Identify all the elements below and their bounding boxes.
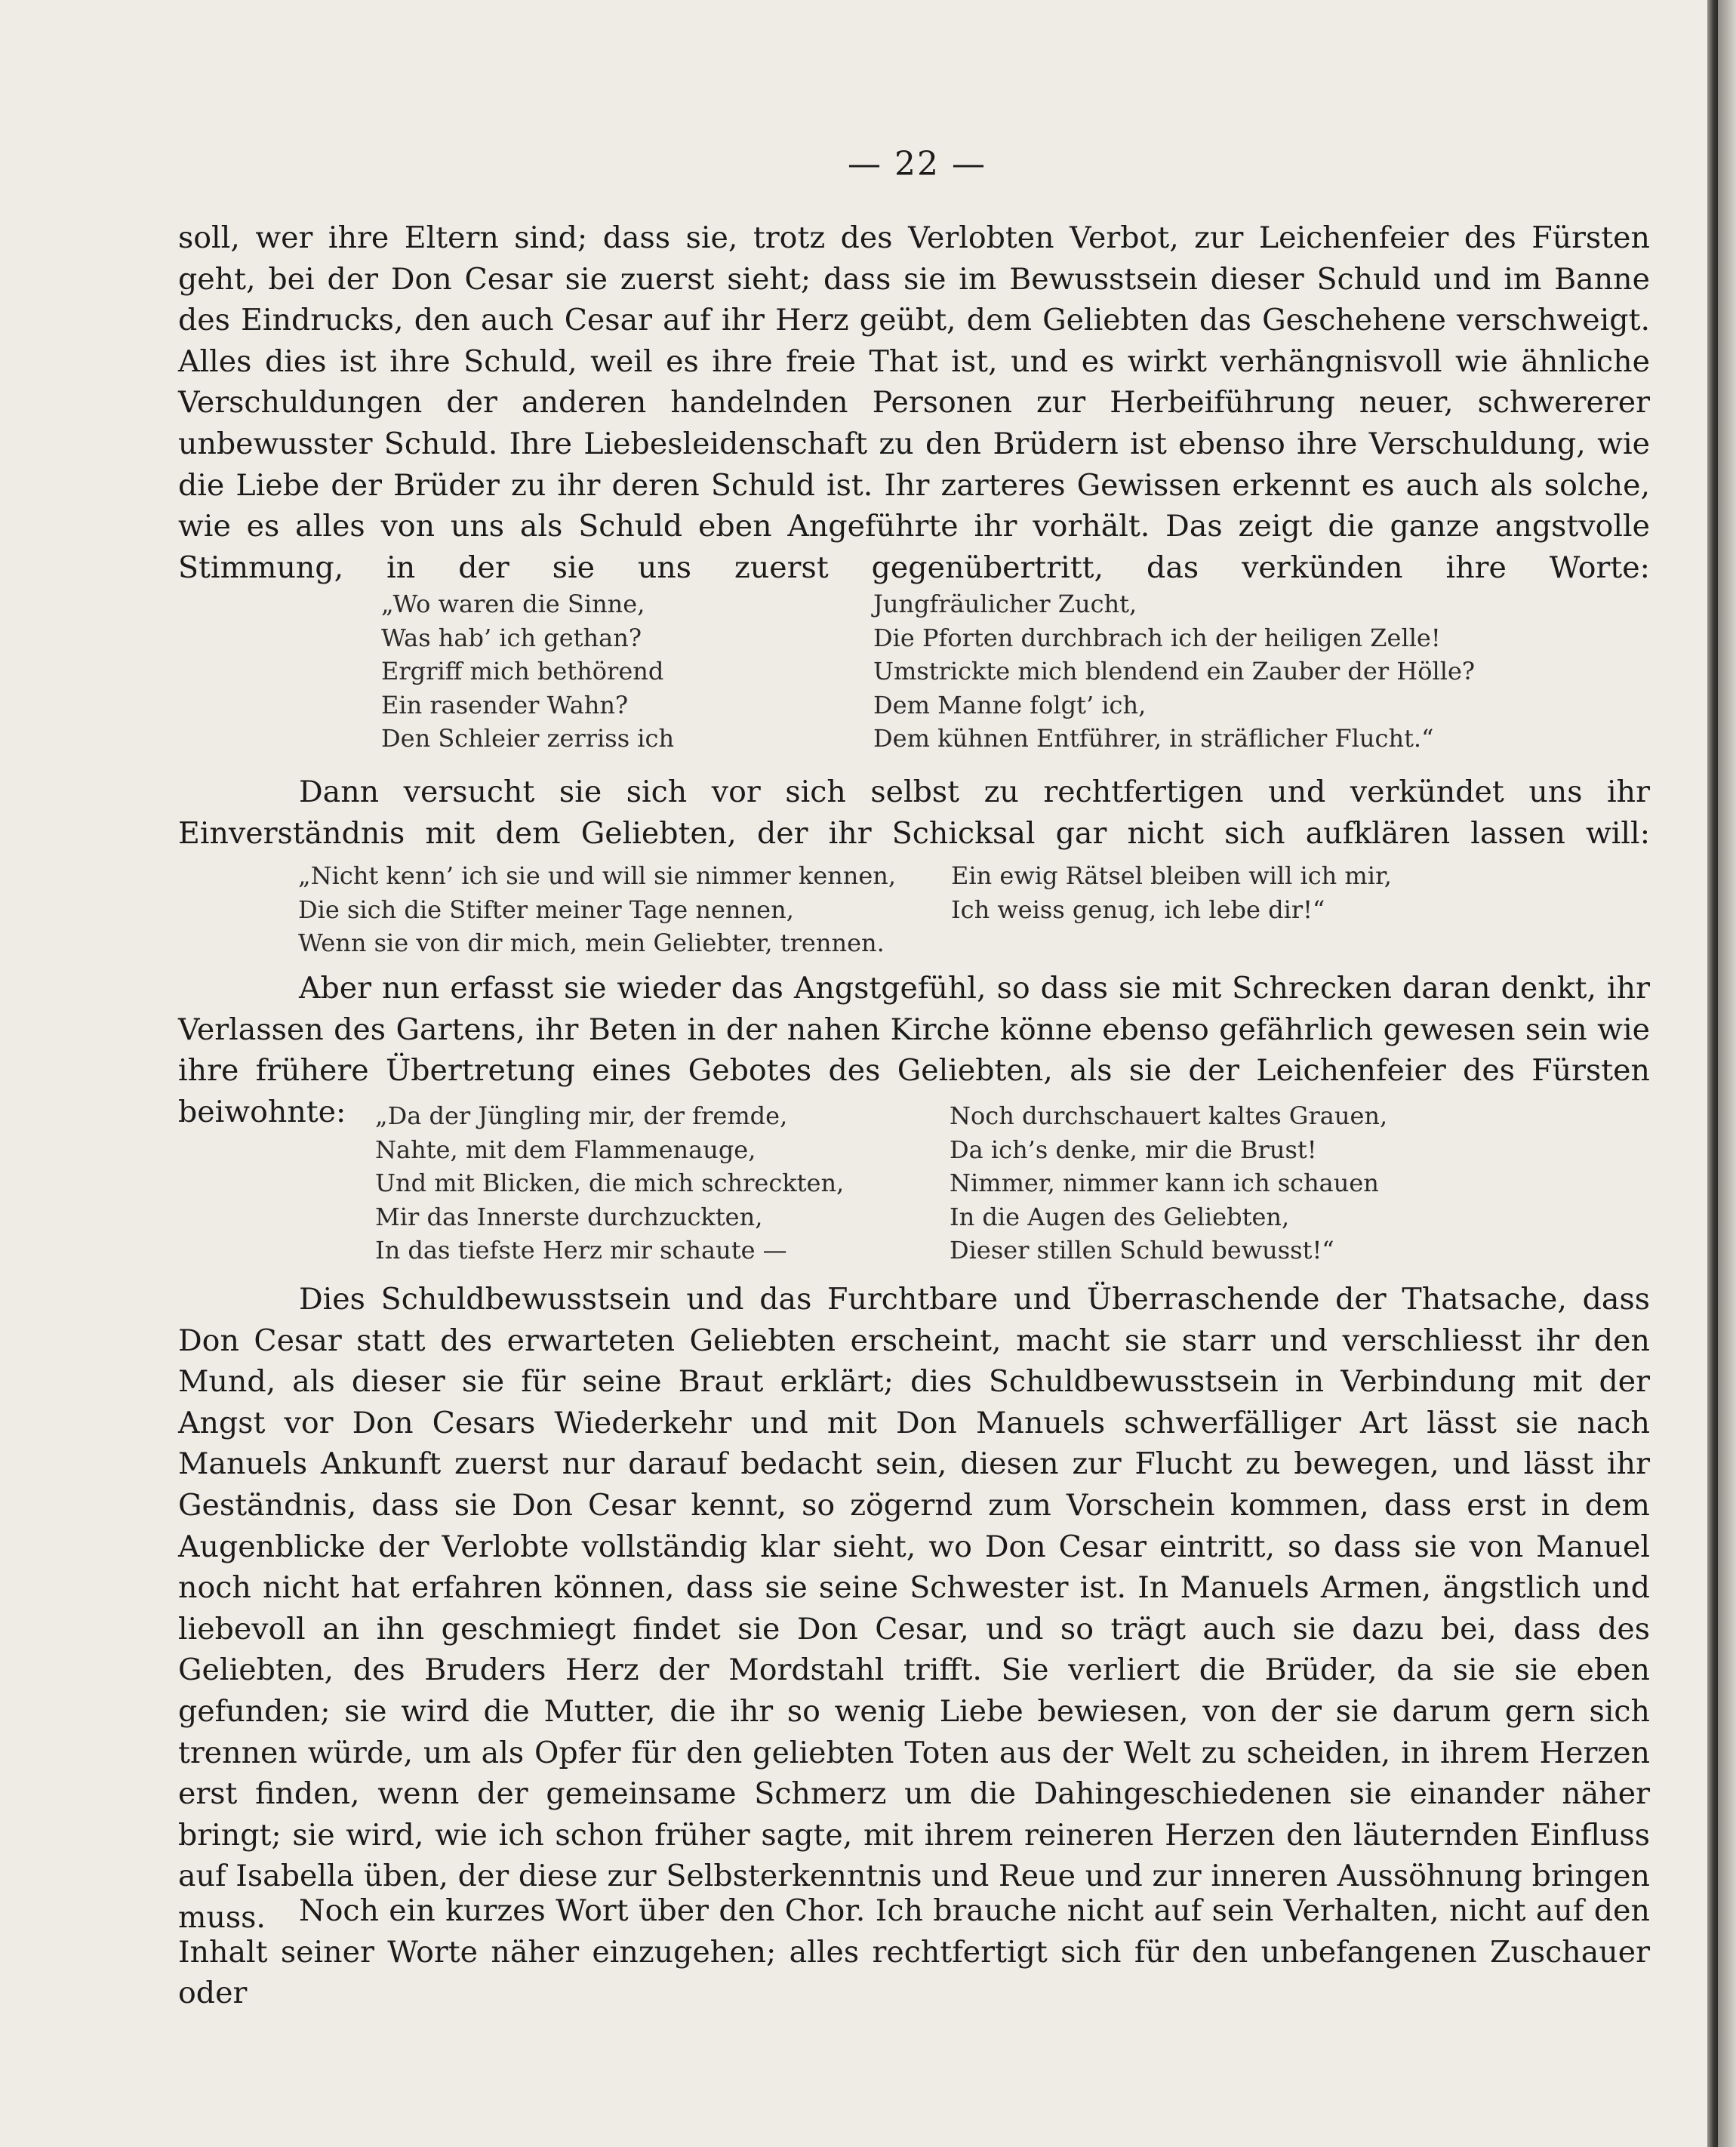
verse-line: Mir das Innerste durchzuckten, [375, 1202, 763, 1231]
paragraph-5: Noch ein kurzes Wort über den Chor. Ich brauche nicht auf sein Verhalten, nicht auf den Inhalt seiner Worte näher einzugehen; alles rechtfertigt sich für den unbefangenen Zuschauer oder [178, 1893, 1650, 2011]
verse-line: Da ich’s denke, mir die Brust! [950, 1135, 1317, 1164]
verse-line: Was hab’ ich gethan? [381, 623, 642, 652]
verse-line: „Nicht kenn’ ich sie und will sie nimmer kennen, [298, 861, 897, 890]
verse-quote-3-right [950, 1099, 1387, 1268]
verse-line: Den Schleier zerriss ich [381, 724, 675, 753]
verse-line: Die Pforten durchbrach ich der heiligen Zelle! [873, 623, 1441, 652]
verse-line: Dem Manne folgt’ ich, [873, 690, 1147, 719]
verse-line: Wenn sie von dir mich, mein Geliebter, trennen. [298, 929, 885, 957]
page-edge-shadow [1707, 0, 1718, 2147]
page-number: — 22 — [848, 145, 987, 183]
verse-line: Dieser stillen Schuld bewusst!“ [950, 1236, 1334, 1264]
verse-quote-2-right [951, 859, 1392, 926]
verse-quote-1-left [381, 587, 674, 756]
verse-line: Jungfräulicher Zucht, [873, 590, 1137, 618]
verse-line: In die Augen des Geliebten, [950, 1202, 1290, 1231]
verse-quote-3-left [375, 1099, 844, 1268]
verse-line: Ein rasender Wahn? [381, 690, 629, 719]
verse-quote-2-left [298, 859, 896, 960]
verse-line: Und mit Blicken, die mich schreckten, [375, 1169, 845, 1197]
paragraph-2: Dann versucht sie sich vor sich selbst zu rechtfertigen und verkündet uns ihr Einverständnis mit dem Geliebten, der ihr Schicksal gar nicht sich aufklären lassen will: [178, 775, 1650, 851]
verse-line: Nimmer, nimmer kann ich schauen [950, 1169, 1379, 1197]
verse-line: Ich weiss genug, ich lebe dir!“ [951, 895, 1325, 924]
verse-line: In das tiefste Herz mir schaute — [375, 1236, 787, 1264]
paragraph-1: soll, wer ihre Eltern sind; dass sie, trotz des Verlobten Verbot, zur Leichenfeier des Fürsten geht, bei der Don Cesar sie zuerst sieht; dass sie im Bewusstsein dieser Schuld und im Banne des Eindrucks, den auch Cesar auf ihr Herz geübt, dem Geliebten das Geschehene verschweigt. Alles dies ist ihre Schuld, weil es ihre freie That ist, und es wirkt verhängnisvoll wie ähnliche Verschuldungen der anderen handelnden Personen zur Herbeiführung neuer, schwererer unbewusster Schuld. Ihre Liebesleidenschaft zu den Brüdern ist ebenso ihre Verschuldung, wie die Liebe der Brüder zu ihr deren Schuld ist. Ihr zarteres Gewissen erkennt es auch als solche, wie es alles von uns als Schuld eben Angeführte ihr vorhält. Das zeigt die ganze angstvolle Stimmung, in der sie uns zuerst gegenübertritt, das verkünden ihre Worte: [178, 220, 1650, 585]
verse-quote-1-right [873, 587, 1475, 756]
verse-line: Nahte, mit dem Flammenauge, [375, 1135, 756, 1164]
verse-line: „Da der Jüngling mir, der fremde, [375, 1101, 788, 1130]
paragraph-4: Dies Schuldbewusstsein und das Furchtbare und Überraschende der Thatsache, dass Don Cesar statt des erwarteten Geliebten erscheint, macht sie starr und verschliesst ihr den Mund, als dieser sie für seine Braut erklärt; dies Schuldbewusstsein in Verbindung mit der Angst vor Don Cesars Wiederkehr und mit Don Manuels schwerfälliger Art lässt sie nach Manuels Ankunft zuerst nur darauf bedacht sein, diesen zur Flucht zu bewegen, und lässt ihr Geständnis, dass sie Don Cesar kennt, so zögernd zum Vorschein kommen, dass erst in dem Augenblicke der Verlobte vollständig klar sieht, wo Don Cesar eintritt, so dass sie von Manuel noch nicht hat erfahren können, dass sie seine Schwester ist. In Manuels Armen, ängstlich und liebevoll an ihn geschmiegt findet sie Don Cesar, und so trägt auch sie dazu bei, dass des Geliebten, des Bruders Herz der Mordstahl trifft. Sie verliert die Brüder, da sie sie eben gefunden; sie wird die Mutter, die ihr so wenig Liebe bewiesen, von der sie darum gern sich trennen würde, um als Opfer für den geliebten Toten aus der Welt zu scheiden, in ihrem Herzen erst finden, wenn der gemeinsame Schmerz um die Dahingeschiedenen sie einander näher bringt; sie wird, wie ich schon früher sagte, mit ihrem reineren Herzen den läuternden Einfluss auf Isabella üben, der diese zur Selbsterkenntnis und Reue und zur inneren Aussöhnung bringen muss. [178, 1282, 1650, 1935]
page-edge-margin [1718, 0, 1736, 2147]
verse-line: Dem kühnen Entführer, in sträflicher Flucht.“ [873, 724, 1434, 753]
verse-line: Ein ewig Rätsel bleiben will ich mir, [951, 861, 1392, 890]
verse-line: Noch durchschauert kaltes Grauen, [950, 1101, 1388, 1130]
verse-line: „Wo waren die Sinne, [381, 590, 645, 618]
verse-line: Umstrickte mich blendend ein Zauber der Hölle? [873, 657, 1476, 685]
paragraph-3: Aber nun erfasst sie wieder das Angstgefühl, so dass sie mit Schrecken daran denkt, ihr Verlassen des Gartens, ihr Beten in der nahen Kirche könne ebenso gefährlich gewesen sein wie ihre frühere Übertretung eines Gebotes des Geliebten, als sie der Leichenfeier des Fürsten beiwohnte: [178, 971, 1650, 1129]
verse-line: Die sich die Stifter meiner Tage nennen, [298, 895, 794, 924]
verse-line: Ergriff mich bethörend [381, 657, 664, 685]
